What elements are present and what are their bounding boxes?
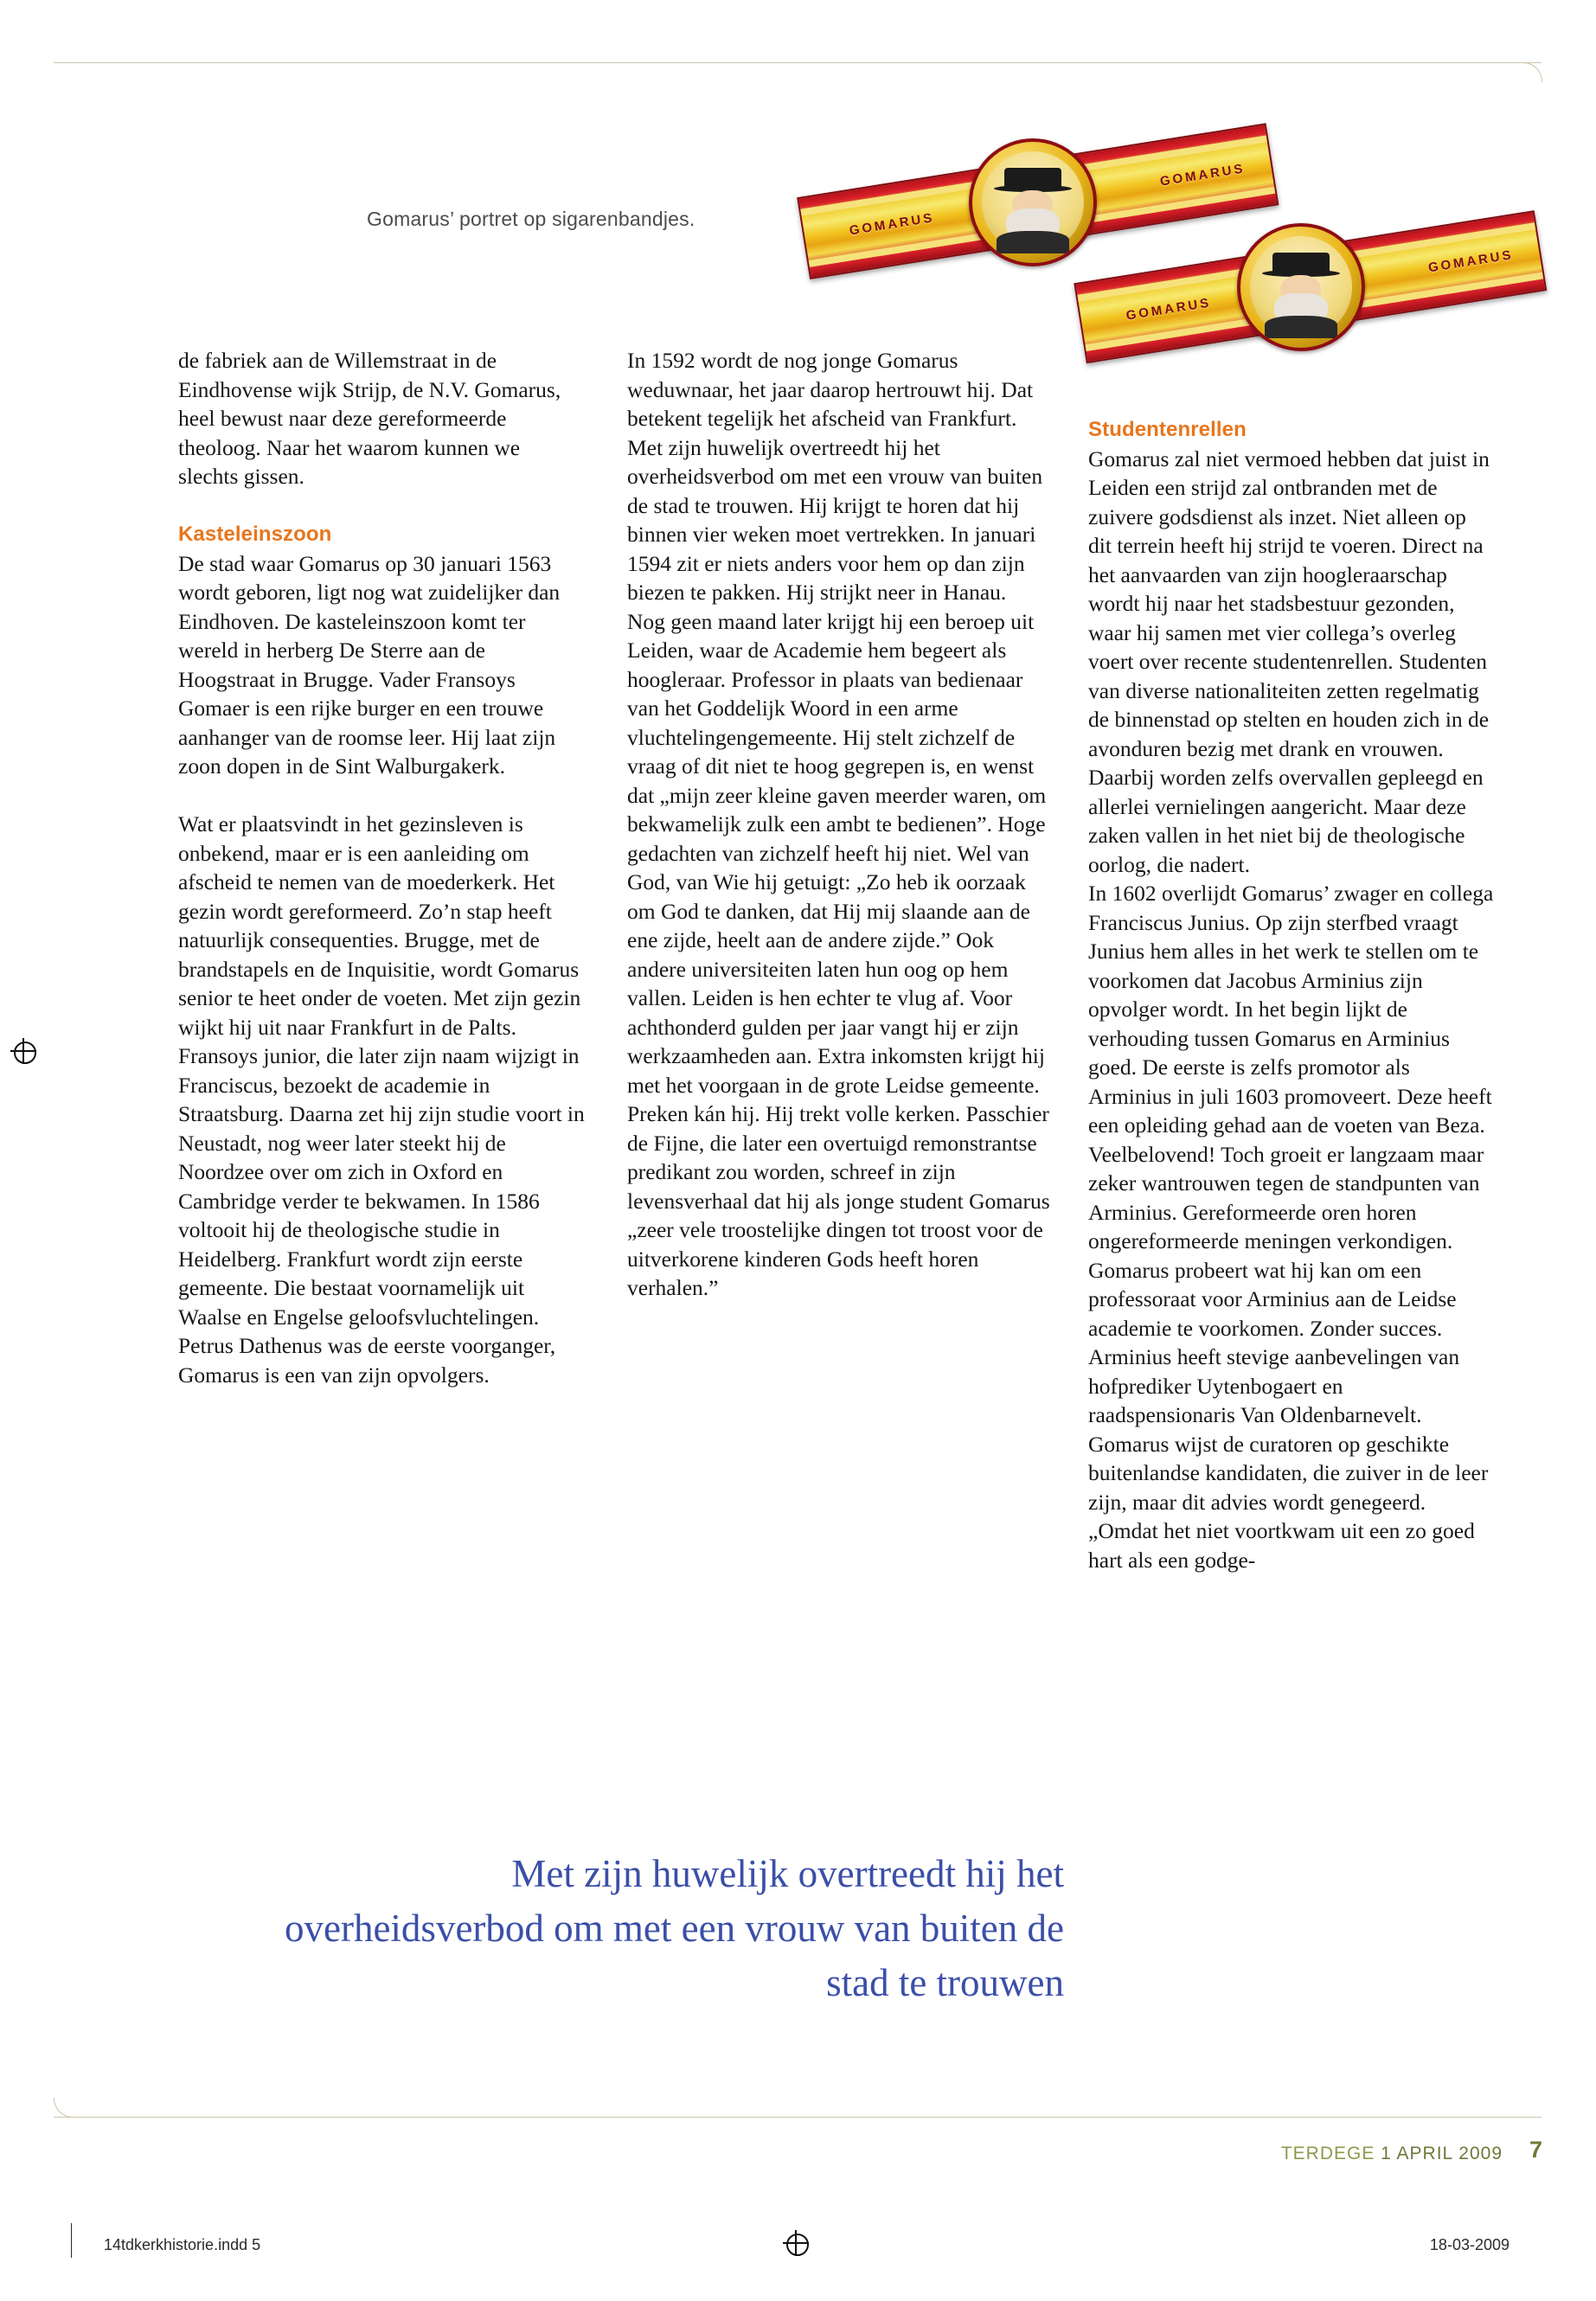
section-heading-kasteleinszoon: Kasteleinszoon bbox=[178, 522, 332, 546]
portrait-body bbox=[1265, 316, 1338, 338]
paragraph-spacer bbox=[178, 491, 585, 521]
page-border-corner-bottom-left bbox=[54, 2098, 74, 2118]
paragraph: De stad waar Gomarus op 30 januari 1563 wordt geboren, ligt nog wat zuidelijker dan Eindhoven. De kasteleinszoon komt ter wereld in herberg De Sterre aan de Hoogstraat in Brugge. Vader Fransoys Gomaer is een rijke burger en een trouwe aanhanger van de roomse leer. Hij laat zijn zoon dopen in de Sint Walburgakerk. bbox=[178, 550, 561, 779]
prepress-filename: 14tdkerkhistorie.indd 5 bbox=[104, 2236, 261, 2253]
crop-mark bbox=[71, 2223, 72, 2258]
registration-ring bbox=[14, 1042, 36, 1064]
gomarus-portrait-medallion-upper bbox=[969, 138, 1097, 266]
paragraph: Nog geen maand later krijgt hij een beroep uit Leiden, waar de Academie hem begeert als hoogleraar. Professor in plaats van bedienaar van het Goddelijk Woord in een arme vluchtelingengemeente. Hij stelt zichzelf de vraag of dit niet te hoog gegrepen is, en wenst dat „mijn zeer kleine gaven meerder waren, om bekwamelijk zulk een ambt te bedienen”. Hoge gedachten van zichzelf heeft hij niet. Wel van God, van Wie hij getuigt: „Zo heb ik oorzaak om God te danken, dat Hij mij slaande aan de ene zijde, heelt aan de andere zijde.” Ook andere universiteiten laten hun oog op hem vallen. Leiden is hen echter te vlug af. Voor achthonderd gulden per jaar vangt hij er zijn werkzaamheden aan. Extra inkomsten krijgt hij met het voorgaan in de grote Leidse gemeente. Preken kán hij. Hij trekt volle kerken. Passchier de Fijne, die later een overtuigd remonstrantse predikant zou worden, schreef in zijn levensverhaal dat hij als jonge student Gomarus „zeer vele troostelijke dingen tot troost voor de uitverkorene kinderen Gods heeft horen verhalen.” bbox=[627, 608, 1050, 1300]
footer-issue-info bbox=[1281, 2144, 1503, 2164]
paragraph: Wat er plaatsvindt in het gezinsleven is onbekend, maar er is een aanleiding om afscheid te nemen van de moederkerk. Het gezin wordt gereformeerd. Zo’n stap heeft natuurlijk consequenties. Brugge, met de brandstapels en de Inquisitie, wordt Gomarus senior te heet onder de voeten. Met zijn gezin wijkt hij uit naar Frankfurt in de Palts. Fransoys junior, die later zijn naam wijzigt in Franciscus, bezoekt de academie in Straatsburg. Daarna zet hij zijn studie voort in Neustadt, nog weer later steekt hij de Noordzee over om zich in Oxford en Cambridge verder te bekwamen. In 1586 voltooit hij de theologische studie in Heidelberg. Frankfurt wordt zijn eerste gemeente. Die bestaat voornamelijk uit Waalse en Engelse geloofsvluchtelingen. Petrus Dathenus was de eerste voorganger, Gomarus is een van zijn opvolgers. bbox=[178, 811, 585, 1388]
page-border-corner-top-right bbox=[1522, 62, 1542, 82]
portrait-body bbox=[997, 231, 1070, 253]
band-label-left: GOMARUS bbox=[1125, 295, 1213, 324]
medallion-inner-upper bbox=[982, 151, 1084, 253]
page-border-bottom bbox=[54, 2117, 1542, 2118]
page-border-top bbox=[54, 62, 1542, 63]
text-column-3 bbox=[1088, 415, 1495, 1574]
paragraph: de fabriek aan de Willemstraat in de Eindhovense wijk Strijp, de N.V. Gomarus, heel bewust naar deze gereformeerde theoloog. Naar het waarom kunnen we slechts gissen. bbox=[178, 348, 561, 489]
paragraph: Gomarus zal niet vermoed hebben dat juist in Leiden een strijd zal ontbranden met de zuivere godsdienst als inzet. Niet alleen op dit terrein heeft hij strijd te voeren. Direct na het aanvaarden van zijn hoogleraarschap wordt hij naar het stadsbestuur gezonden, waar hij samen met vier collega’s overleg voert over recente studentenrellen. Studenten van diverse nationaliteiten zetten regelmatig de binnenstad op stelten en houden zich in de avonduren bezig met drank en vrouwen. Daarbij worden zelfs overvallen gepleegd en allerlei vernielingen aangericht. Maar deze zaken vallen in het niet bij de theologische oorlog, die nadert. bbox=[1088, 445, 1490, 877]
footer-brand: TERDEGE bbox=[1280, 2144, 1375, 2163]
footer-issue-date: 1 APRIL 2009 bbox=[1381, 2144, 1503, 2163]
paragraph: Gomarus probeert wat hij kan om een professoraat voor Arminius aan de Leidse academie te voorkomen. Zonder succes. Arminius heeft stevige aanbevelingen van hofprediker Uytenbogaert en raadspensionaris Van Oldenbarnevelt. Gomarus wijst de curatoren op geschikte buitenlandse kandidaten, die zuiver in de leer zijn, maar dit advies wordt genegeerd. „Omdat het niet voortkwam uit een zo goed hart als een godge- bbox=[1088, 1257, 1489, 1573]
text-column-2 bbox=[627, 346, 1051, 1303]
section-heading-studentenrellen: Studentenrellen bbox=[1088, 418, 1247, 441]
page-number: 7 bbox=[1529, 2137, 1542, 2163]
paragraph: In 1592 wordt de nog jonge Gomarus weduwnaar, het jaar daarop hertrouwt hij. Dat betekent tegelijk het afscheid van Frankfurt. Met zijn huwelijk overtreedt hij het overheidsverbod om met een vrouw van buiten de stad te trouwen. Hij krijgt te horen dat hij binnen vier weken moet vertrekken. In januari 1594 zit er niets anders voor hem op dan zijn biezen te pakken. Hij strijkt neer in Hanau. bbox=[627, 348, 1043, 605]
band-label-right: GOMARUS bbox=[1426, 247, 1515, 276]
text-column-1 bbox=[178, 346, 585, 1389]
registration-crosshair-v bbox=[795, 2230, 797, 2256]
band-label-right: GOMARUS bbox=[1158, 161, 1247, 189]
registration-mark-icon bbox=[783, 2230, 809, 2256]
prepress-date: 18-03-2009 bbox=[1429, 2236, 1509, 2253]
paragraph: In 1602 overlijdt Gomarus’ zwager en collega Franciscus Junius. Op zijn sterfbed vraagt Junius hem alles in het werk te stellen om te voorkomen dat Jacobus Arminius zijn opvolger wordt. In het begin lijkt de verhouding tussen Gomarus en Arminius goed. De eerste is zelfs promotor als Arminius in juli 1603 promoveert. Deze heeft een opleiding gehad aan de voeten van Beza. Veelbelovend! Toch groeit er langzaam maar zeker wantrouwen tegen de standpunten van Arminius. Gereformeerde oren horen ongereformeerde meningen verkondigen. bbox=[1088, 881, 1494, 1253]
medallion-inner-lower bbox=[1250, 236, 1352, 338]
pull-quote: Met zijn huwelijk overtreedt hij het overheidsverbod om met een vrouw van buiten de stad te trouwen bbox=[285, 1852, 1064, 2004]
registration-ring bbox=[786, 2234, 809, 2256]
paragraph-spacer bbox=[178, 781, 585, 811]
registration-mark-icon bbox=[10, 1038, 36, 1064]
gomarus-portrait-medallion-lower bbox=[1237, 223, 1365, 351]
band-label-left: GOMARUS bbox=[848, 210, 936, 239]
registration-crosshair-v bbox=[22, 1038, 24, 1064]
image-caption: Gomarus’ portret op sigarenbandjes. bbox=[367, 208, 695, 230]
